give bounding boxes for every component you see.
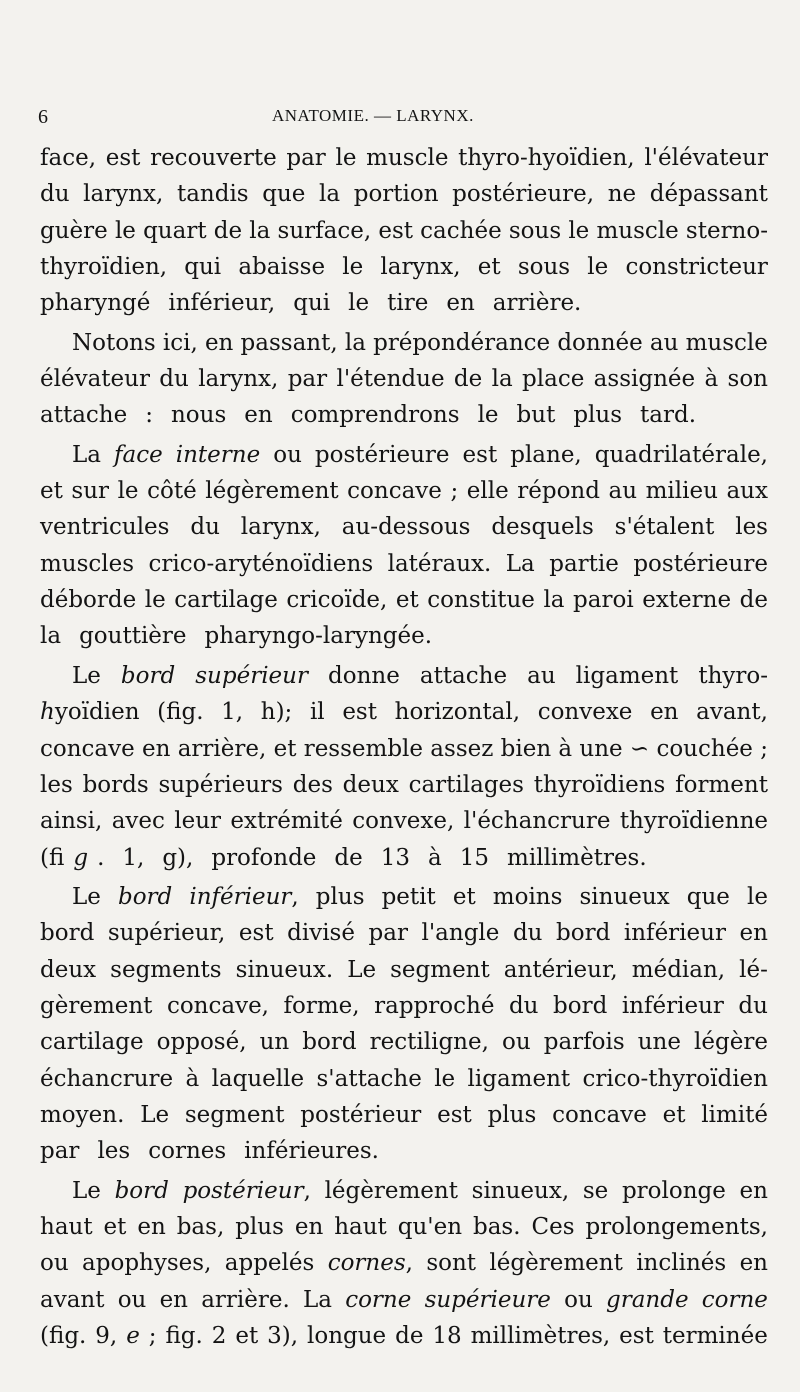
text-line: (fi g . 1, g), profonde de 13 à 15 millimètres. (40, 844, 647, 871)
text-line: ventricules du larynx, au-dessous desquels s'étalent les (40, 514, 768, 541)
text-line: Notons ici, en passant, la prépondérance donnée au muscle (72, 329, 768, 356)
text-line: muscles crico-aryténoïdiens latéraux. La partie postérieure (40, 550, 768, 577)
text-line: déborde le cartilage cricoïde, et constitue la paroi externe de (40, 587, 768, 614)
text-line: échancrure à laquelle s'attache le ligament crico-thyroïdien (40, 1065, 768, 1092)
text-line: La face interne ou postérieure est plane, quadrilatérale, (72, 441, 768, 468)
text-line: les bords supérieurs des deux cartilages thyroïdiens forment (40, 771, 768, 798)
text-line: bord supérieur, est divisé par l'angle du bord inférieur en (40, 920, 768, 947)
body-text (40, 140, 768, 1354)
text-line: élévateur du larynx, par l'étendue de la place assignée à son (40, 366, 768, 393)
text-line: deux segments sinueux. Le segment antérieur, médian, lé- (40, 956, 768, 983)
running-head: ANATOMIE. — LARYNX. (272, 106, 474, 125)
text-line: haut et en bas, plus en haut qu'en bas. Ces prolongements, (40, 1213, 768, 1240)
text-line: moyen. Le segment postérieur est plus concave et limité (40, 1101, 768, 1128)
text-line: Le bord supérieur donne attache au ligament thyro- (72, 662, 768, 689)
text-line: pharyngé inférieur, qui le tire en arrière. (40, 290, 582, 317)
text-line: concave en arrière, et ressemble assez bien à une ∽ couchée ; (40, 735, 768, 762)
text-line: Le bord postérieur, légèrement sinueux, se prolonge en (72, 1177, 768, 1204)
text-line: avant ou en arrière. La corne supérieure ou grande corne (40, 1286, 768, 1313)
text-line: guère le quart de la surface, est cachée sous le muscle sterno- (40, 217, 768, 244)
text-line: gèrement concave, forme, rapproché du bord inférieur du (40, 992, 768, 1019)
text-line: Le bord inférieur, plus petit et moins sinueux que le (72, 883, 768, 910)
text-line: attache : nous en comprendrons le but plus tard. (40, 402, 696, 429)
page-number: 6 (38, 106, 48, 128)
text-line: ainsi, avec leur extrémité convexe, l'échancrure thyroïdienne (40, 808, 768, 835)
text-line: et sur le côté légèrement concave ; elle répond au milieu aux (40, 478, 768, 505)
text-line: hyoïdien (fig. 1, h); il est horizontal, convexe en avant, (40, 699, 768, 726)
text-line: la gouttière pharyngo-laryngée. (40, 623, 433, 650)
text-line: du larynx, tandis que la portion postérieure, ne dépassant (40, 181, 768, 208)
text-line: (fig. 9, e ; fig. 2 et 3), longue de 18 millimètres, est terminée (40, 1323, 768, 1349)
text-line: ou apophyses, appelés cornes, sont légèrement inclinés en (40, 1250, 768, 1277)
text-line: cartilage opposé, un bord rectiligne, ou parfois une légère (40, 1029, 768, 1056)
running-header (38, 106, 760, 136)
text-line: face, est recouverte par le muscle thyro-hyoïdien, l'élévateur (40, 145, 768, 171)
text-line: par les cornes inférieures. (40, 1138, 379, 1165)
text-line: thyroïdien, qui abaisse le larynx, et sous le constricteur (40, 254, 768, 281)
